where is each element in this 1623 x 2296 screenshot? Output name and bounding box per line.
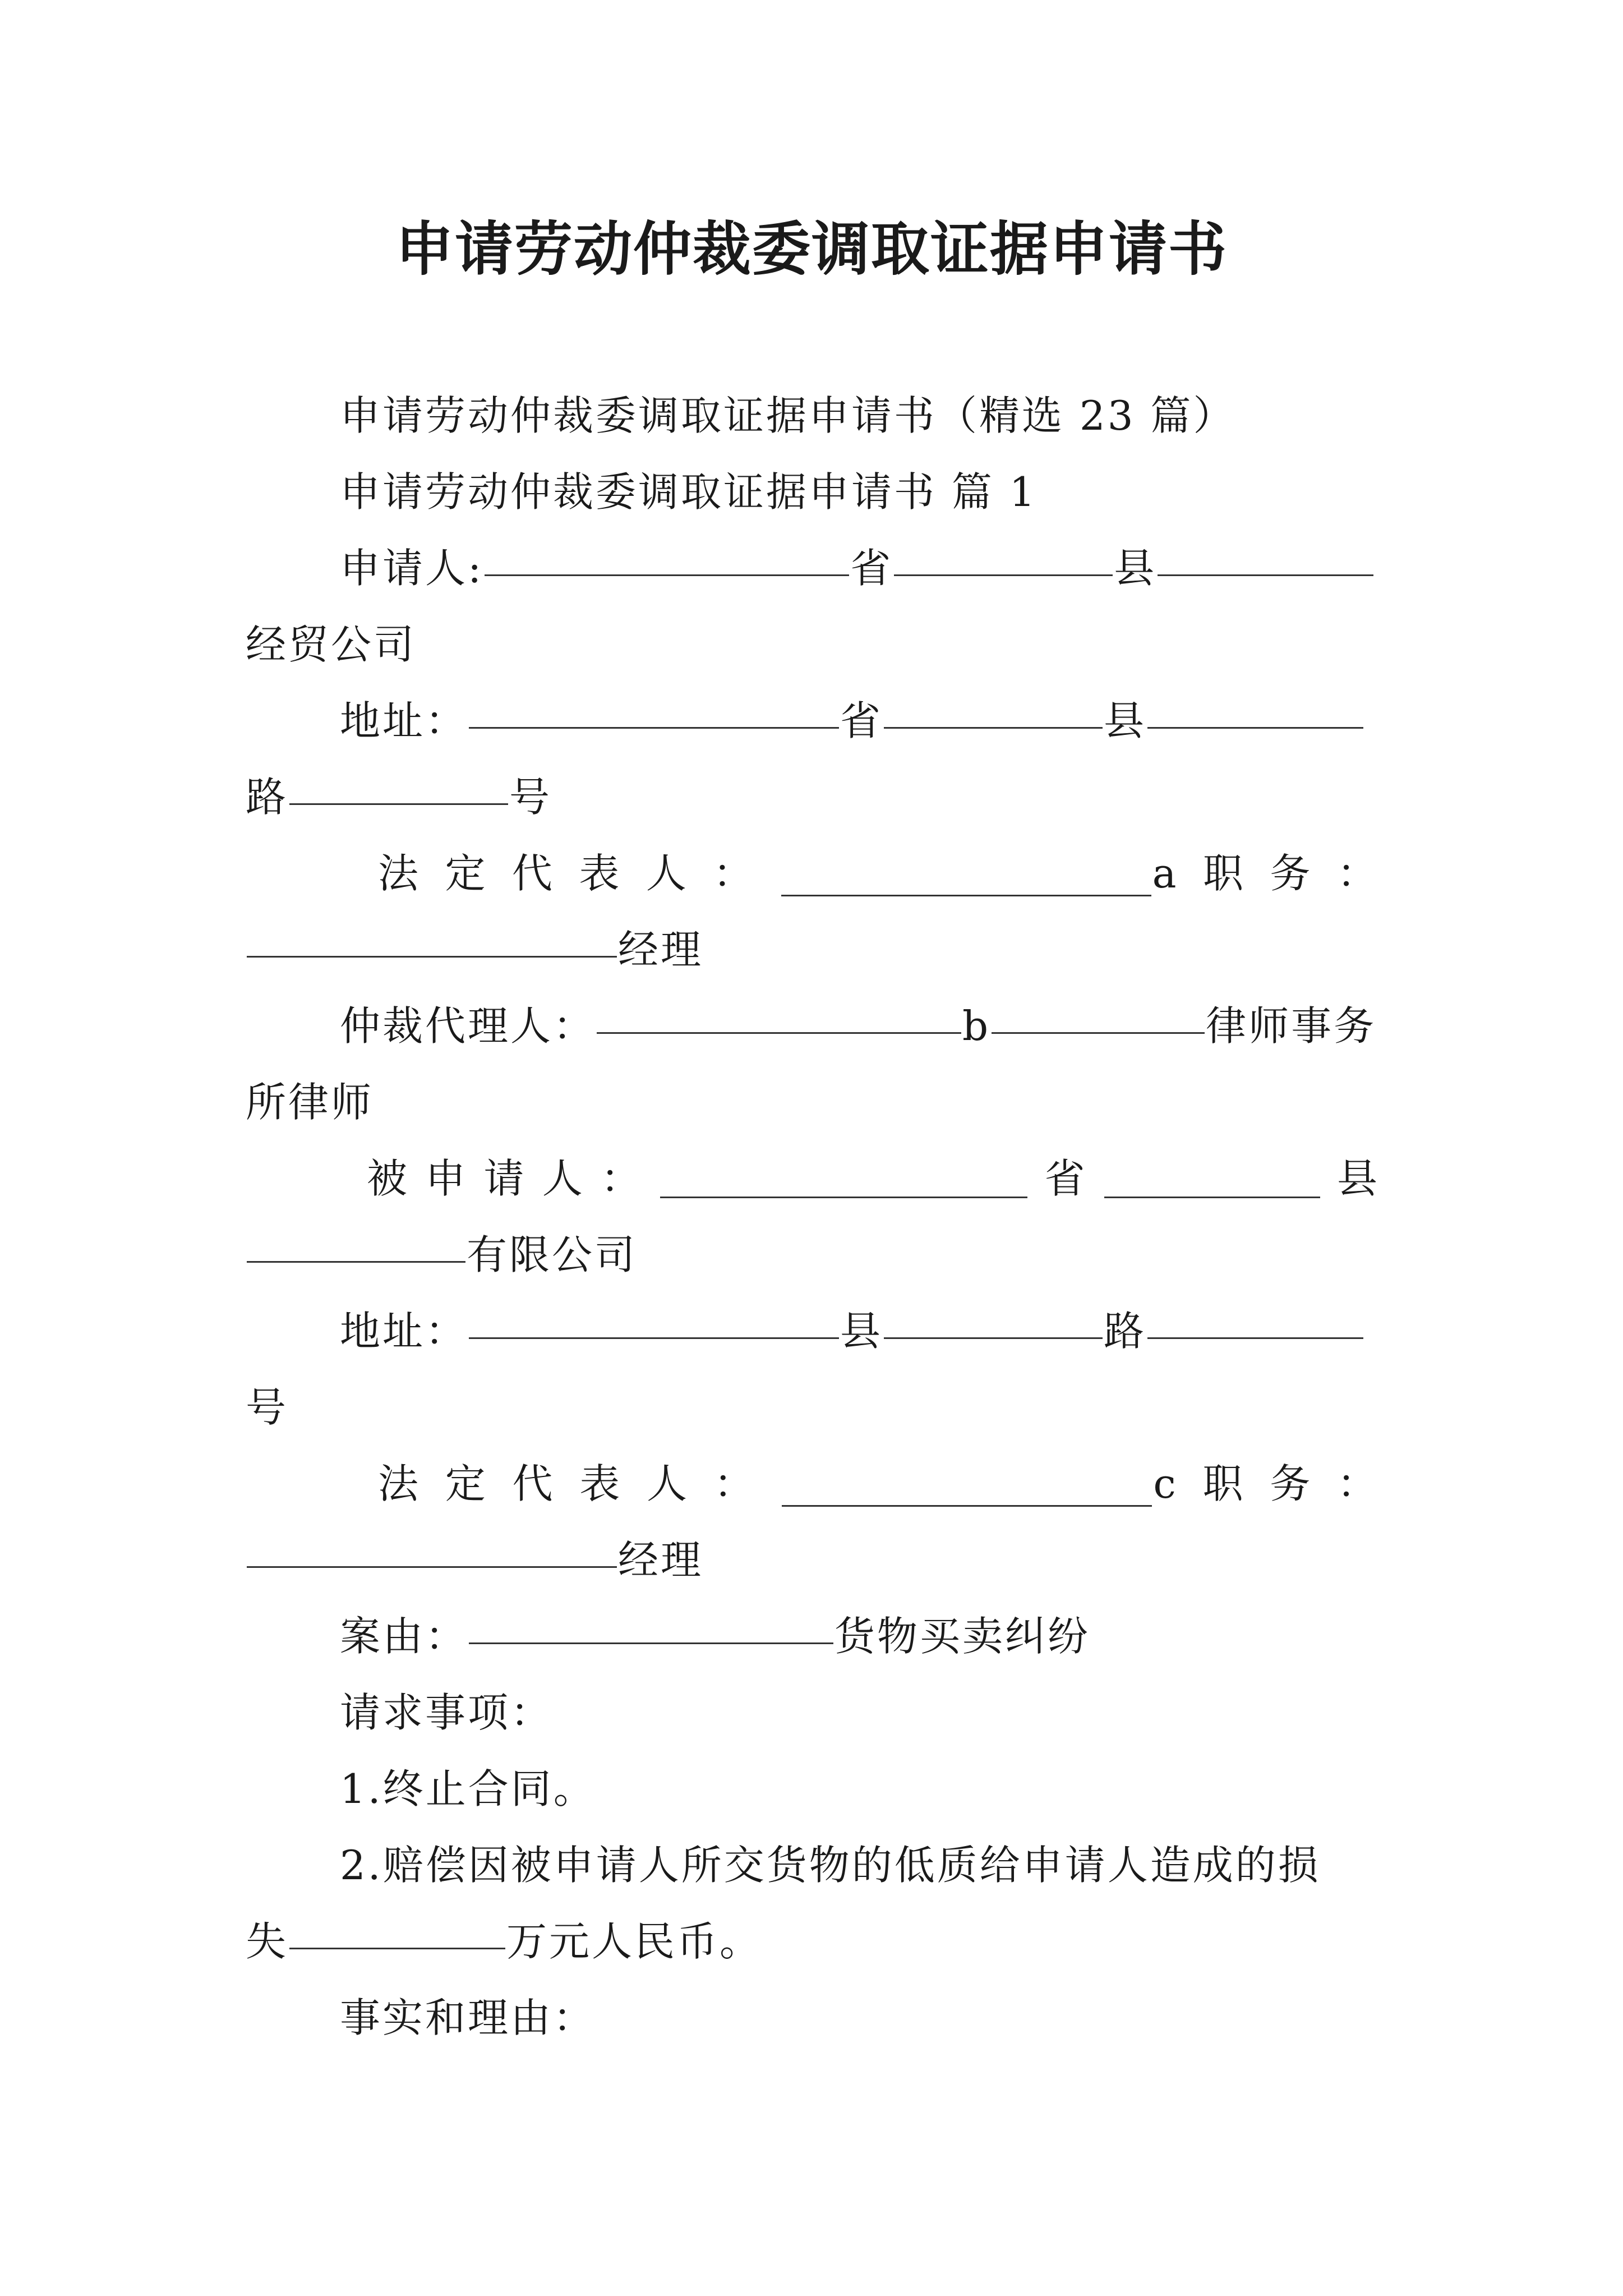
blank-field	[1104, 1159, 1320, 1198]
legal-rep-title-row	[246, 1529, 1380, 1591]
claim-item-2-continued	[246, 1911, 1380, 1972]
claims-label: 请求事项：	[340, 1689, 554, 1736]
duty-char: 职	[1202, 850, 1246, 897]
respondent-company-row	[246, 1224, 1380, 1286]
blank-field	[469, 1300, 839, 1339]
claim-text: 失	[246, 1918, 289, 1965]
address-row	[246, 1300, 1380, 1362]
respondent-char: 请	[483, 1155, 527, 1202]
blank-field	[247, 919, 617, 958]
province-label: 省	[1044, 1155, 1087, 1202]
blank-field	[894, 537, 1113, 576]
chapter-heading: 申请劳动仲裁委调取证据申请书 篇 1	[340, 468, 1038, 516]
legal-rep-row	[378, 843, 1380, 904]
blank-field	[1147, 1300, 1363, 1339]
legal-rep-char: ：	[713, 1460, 757, 1507]
duty-char: 务	[1270, 850, 1313, 897]
applicant-label: 申请人:	[340, 545, 484, 592]
cause-row	[246, 1605, 1380, 1667]
placeholder-letter: c	[1153, 1460, 1178, 1507]
blank-field	[884, 690, 1103, 729]
legal-rep-char: 表	[579, 1460, 623, 1507]
law-firm-label: 律师事务	[1206, 1002, 1377, 1050]
blank-field	[884, 1300, 1103, 1339]
document-title: 申请劳动仲裁委调取证据申请书	[395, 214, 1228, 283]
province-label: 省	[840, 697, 883, 744]
claim-item-2: 2.赔偿因被申请人所交货物的低质给申请人造成的损	[340, 1842, 1321, 1889]
blank-field	[469, 1605, 833, 1644]
road-label: 路	[246, 774, 289, 821]
blank-field	[660, 1159, 1027, 1198]
agent-row	[246, 995, 1380, 1057]
agent-row-continued: 所律师	[246, 1079, 374, 1126]
legal-rep-char: ：	[713, 850, 756, 897]
legal-rep-char: 表	[579, 850, 622, 897]
legal-rep-char: 代	[511, 850, 555, 897]
applicant-row	[246, 537, 1380, 599]
blank-field	[782, 1468, 1152, 1507]
cause-text: 货物买卖纠纷	[834, 1613, 1091, 1660]
blank-field	[992, 995, 1205, 1034]
duty-char: ：	[1336, 1460, 1380, 1507]
address-row-continued	[246, 766, 1380, 828]
number-label: 号	[509, 774, 552, 821]
placeholder-letter: b	[962, 1002, 991, 1050]
province-label: 省	[850, 545, 893, 592]
duty-char: 务	[1270, 1460, 1313, 1507]
duty-char: 职	[1202, 1460, 1246, 1507]
applicant-company: 经贸公司	[246, 621, 417, 668]
blank-field	[597, 995, 961, 1034]
blank-field	[247, 1529, 617, 1568]
blank-field	[485, 537, 849, 576]
legal-rep-char: 法	[378, 1460, 421, 1507]
respondent-company: 有限公司	[467, 1231, 638, 1278]
legal-rep-char: 人	[645, 850, 689, 897]
address-label: 地址：	[340, 697, 468, 744]
claim-item-1: 1.终止合同。	[340, 1765, 596, 1812]
respondent-char: 被	[367, 1155, 410, 1202]
subtitle: 申请劳动仲裁委调取证据申请书（精选 23 篇）	[340, 392, 1236, 439]
position-title: 经理	[618, 926, 704, 973]
placeholder-letter: a	[1152, 850, 1179, 897]
respondent-char: ：	[601, 1155, 644, 1202]
position-title: 经理	[618, 1536, 704, 1584]
blank-field	[781, 858, 1151, 896]
legal-rep-char: 代	[512, 1460, 555, 1507]
legal-rep-title-row	[246, 919, 1380, 981]
county-label: 县	[840, 1308, 883, 1355]
county-label: 县	[1114, 545, 1157, 592]
number-label: 号	[246, 1384, 289, 1431]
county-label: 县	[1336, 1155, 1380, 1202]
blank-field	[289, 1911, 505, 1949]
duty-char: ：	[1336, 850, 1380, 897]
legal-rep-char: 定	[445, 850, 488, 897]
claim-text: 万元人民币。	[506, 1918, 763, 1965]
respondent-char: 人	[542, 1155, 585, 1202]
agent-label: 仲裁代理人：	[340, 1002, 596, 1050]
legal-rep-char: 人	[646, 1460, 689, 1507]
blank-field	[1147, 690, 1363, 729]
address-label: 地址：	[340, 1308, 468, 1355]
facts-label: 事实和理由：	[340, 1994, 596, 2041]
respondent-row	[367, 1148, 1380, 1209]
blank-field	[469, 690, 839, 729]
cause-label: 案由：	[340, 1613, 468, 1660]
county-label: 县	[1104, 697, 1147, 744]
blank-field	[1158, 537, 1373, 576]
blank-field	[247, 1224, 465, 1263]
legal-rep-char: 法	[378, 850, 421, 897]
respondent-char: 申	[425, 1155, 468, 1202]
road-label: 路	[1104, 1308, 1147, 1355]
address-row	[246, 690, 1380, 752]
legal-rep-row	[378, 1453, 1380, 1515]
blank-field	[289, 766, 508, 805]
legal-rep-char: 定	[445, 1460, 488, 1507]
